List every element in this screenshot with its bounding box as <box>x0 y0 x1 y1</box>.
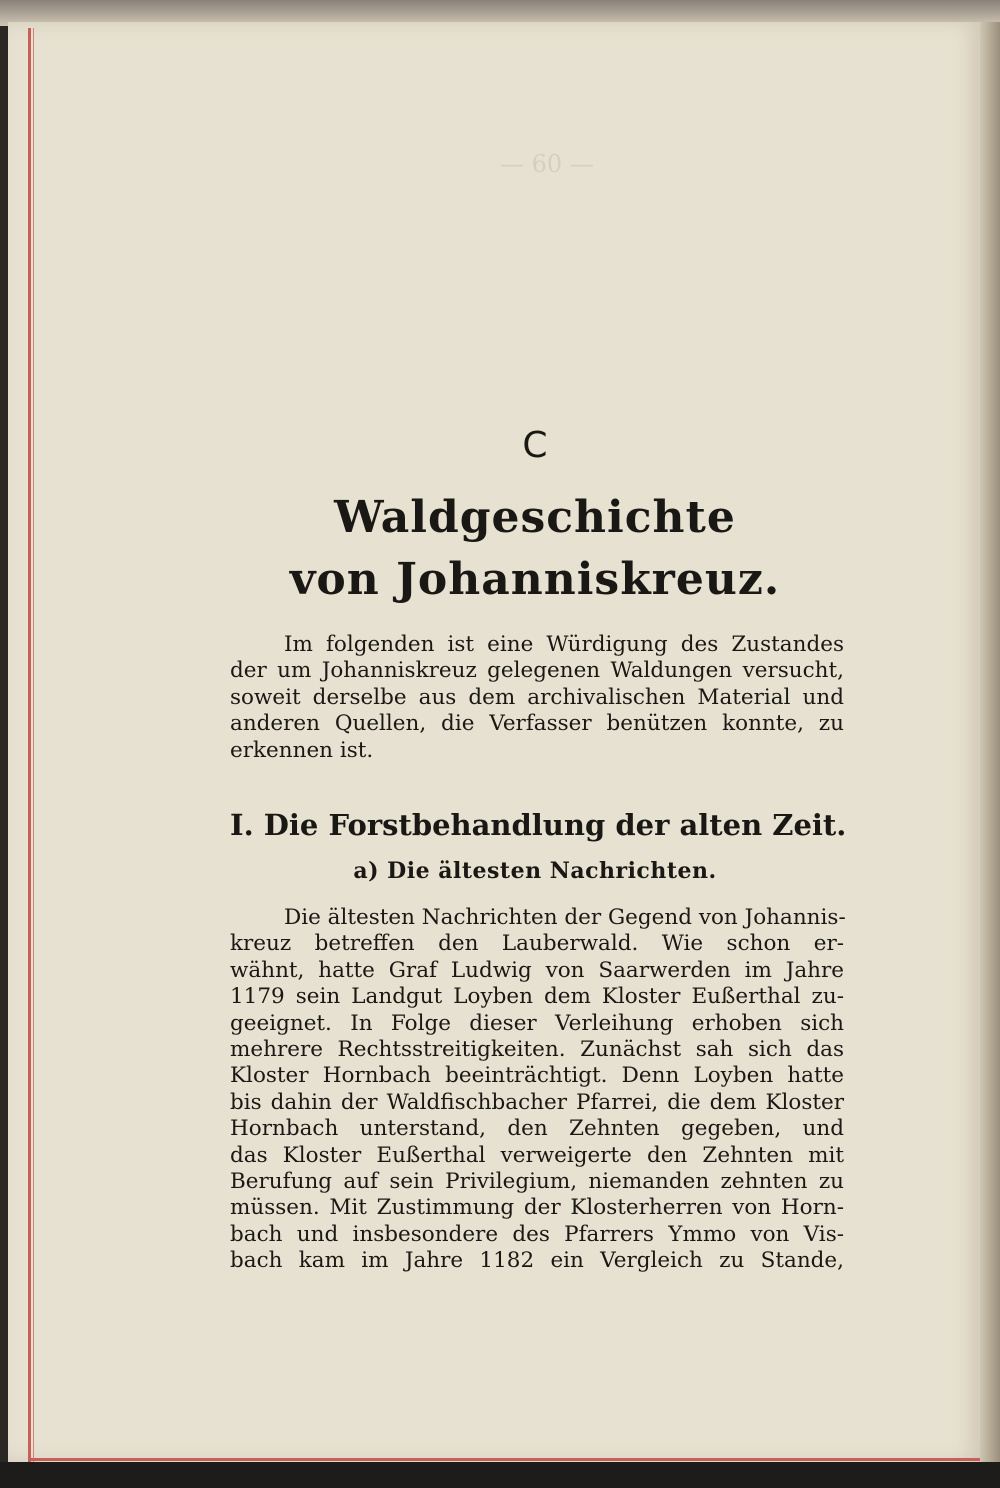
text-line: 1179 sein Landgut Loyben dem Kloster Eußerthal zu- <box>230 984 844 1010</box>
red-margin-rule <box>28 28 31 1464</box>
text-line: geeignet. In Folge dieser Verleihung erhoben sich <box>230 1010 844 1036</box>
subsection-heading: a) Die ältesten Nachrichten. <box>353 858 717 884</box>
red-bottom-rule <box>28 1458 980 1461</box>
text-line: das Kloster Eußerthal verweigerte den Zehnten mit <box>230 1142 844 1168</box>
red-margin-rule-thin <box>33 28 34 1464</box>
text-line: müssen. Mit Zustimmung der Klosterherren von Horn- <box>230 1195 844 1221</box>
text-line: Kloster Hornbach beeinträchtigt. Denn Loyben hatte <box>230 1063 844 1089</box>
text-line: bach und insbesondere des Pfarrers Ymmo von Vis- <box>230 1221 844 1247</box>
text-line: wähnt, hatte Graf Ludwig von Saarwerden im Jahre <box>230 957 844 983</box>
chapter-title-line-1: Waldgeschichte <box>334 492 736 543</box>
text-line: Im folgenden ist eine Würdigung des Zustandes <box>284 632 844 657</box>
text-line: erkennen ist. <box>230 737 374 763</box>
text-line: Berufung auf sein Privilegium, niemanden zehnten zu <box>230 1168 844 1194</box>
text-line: anderen Quellen, die Verfasser benützen konnte, zu <box>230 711 844 737</box>
section-letter: C <box>522 425 548 466</box>
text-line: der um Johanniskreuz gelegenen Waldungen versucht, <box>230 658 844 684</box>
bleed-through-page-number: — 60 — <box>500 150 594 178</box>
text-line: mehrere Rechtsstreitigkeiten. Zunächst sah sich das <box>230 1036 844 1062</box>
text-line: Die ältesten Nachrichten der Gegend von Johannis- <box>284 905 846 930</box>
chapter-title-line-2: von Johanniskreuz. <box>289 554 781 605</box>
page-right-edge <box>980 22 1000 1462</box>
section-heading: I. Die Forstbehandlung der alten Zeit. <box>230 808 847 842</box>
scan-bottom-edge <box>0 1462 1000 1488</box>
text-line: soweit derselbe aus dem archivalischen Material und <box>230 684 844 710</box>
text-line: Hornbach unterstand, den Zehnten gegeben, und <box>230 1116 844 1142</box>
text-line: bis dahin der Waldfischbacher Pfarrei, die dem Kloster <box>230 1089 844 1115</box>
intro-paragraph <box>230 632 844 764</box>
body-paragraph <box>230 905 844 1274</box>
text-line: bach kam im Jahre 1182 ein Vergleich zu Stande, <box>230 1248 844 1274</box>
text-line: kreuz betreffen den Lauberwald. Wie schon er- <box>230 931 844 957</box>
